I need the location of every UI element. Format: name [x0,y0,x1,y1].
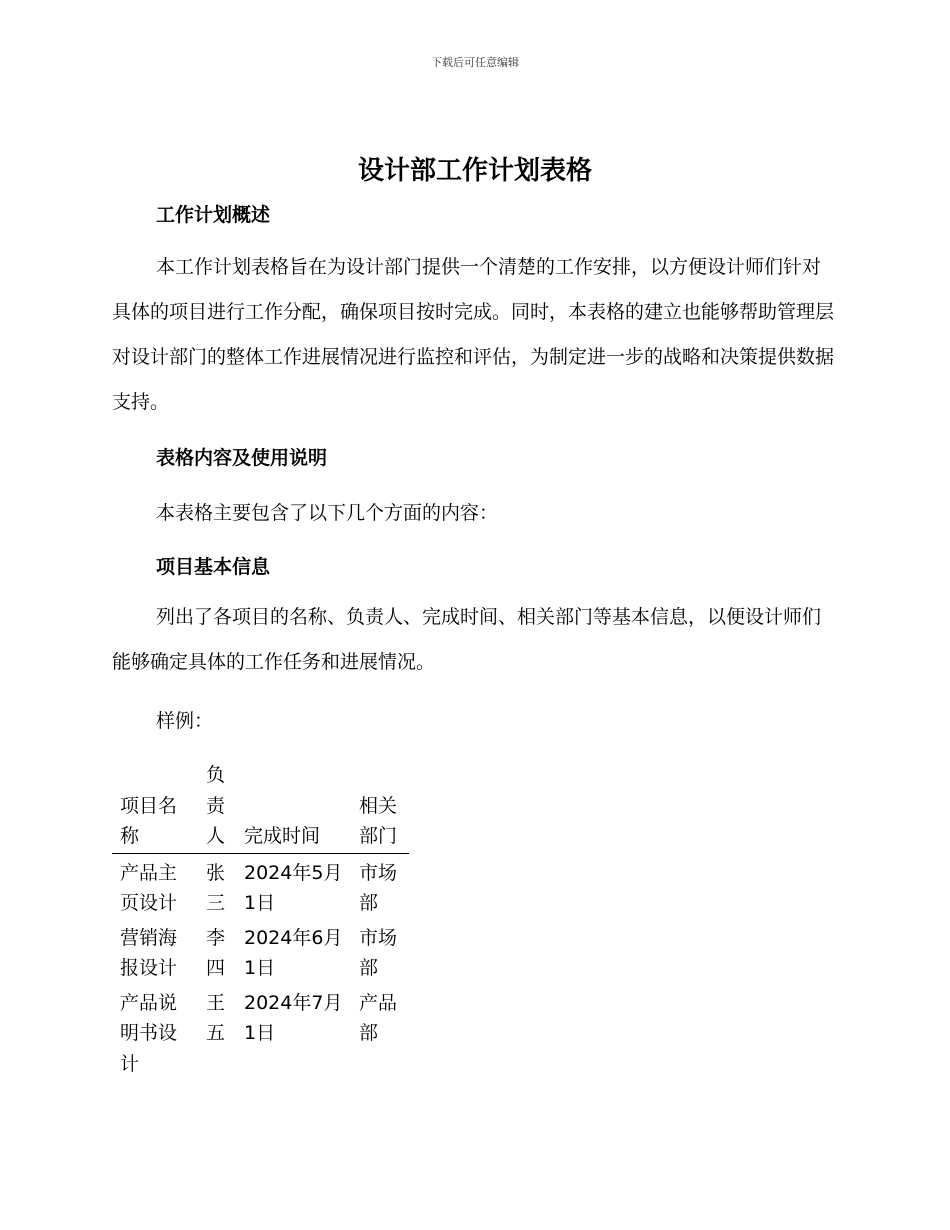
column-header-project-name: 项目名称 [120,794,178,847]
cell-due-date: 2024年7月1日 [244,991,343,1044]
cell-department: 市场部 [359,861,398,914]
table-row [112,853,409,919]
section-heading-overview: 工作计划概述 [156,204,271,226]
content-intro-text: 本表格主要包含了以下几个方面的内容： [156,502,499,524]
cell-project-name: 产品说明书设计 [120,991,178,1075]
cell-owner: 李四 [206,926,226,979]
column-header-owner: 负责人 [206,764,226,847]
cell-department: 产品部 [359,991,398,1044]
sample-table [112,760,409,1079]
cell-due-date: 2024年6月1日 [244,926,343,979]
column-header-due-date: 完成时间 [244,825,321,847]
cell-project-name: 产品主页设计 [120,861,178,914]
document-title: 设计部工作计划表格 [357,156,592,186]
table-row [112,984,409,1080]
cell-owner: 王五 [206,991,226,1044]
sample-label: 样例： [156,710,214,732]
table-row [112,919,409,984]
table-header-row [112,760,409,853]
cell-department: 市场部 [359,926,398,979]
section-heading-basic-info: 项目基本信息 [156,556,271,578]
cell-owner: 张三 [206,861,226,914]
section-heading-content: 表格内容及使用说明 [156,447,328,469]
overview-paragraph: 本工作计划表格旨在为设计部门提供一个清楚的工作安排，以方便设计师们针对具体的项目进行工作分配，确保项目按时完成。同时，本表格的建立也能够帮助管理层对设计部门的整体工作进展情况进行监控和评估，为制定进一步的战略和决策提供数据支持。 [112,256,835,413]
column-header-department: 相关部门 [359,794,398,847]
basic-info-paragraph: 列出了各项目的名称、负责人、完成时间、相关部门等基本信息，以便设计师们能够确定具体的工作任务和进展情况。 [112,606,822,673]
cell-project-name: 营销海报设计 [120,926,178,979]
page-header-note: 下载后可任意编辑 [431,56,519,69]
cell-due-date: 2024年5月1日 [244,861,343,914]
